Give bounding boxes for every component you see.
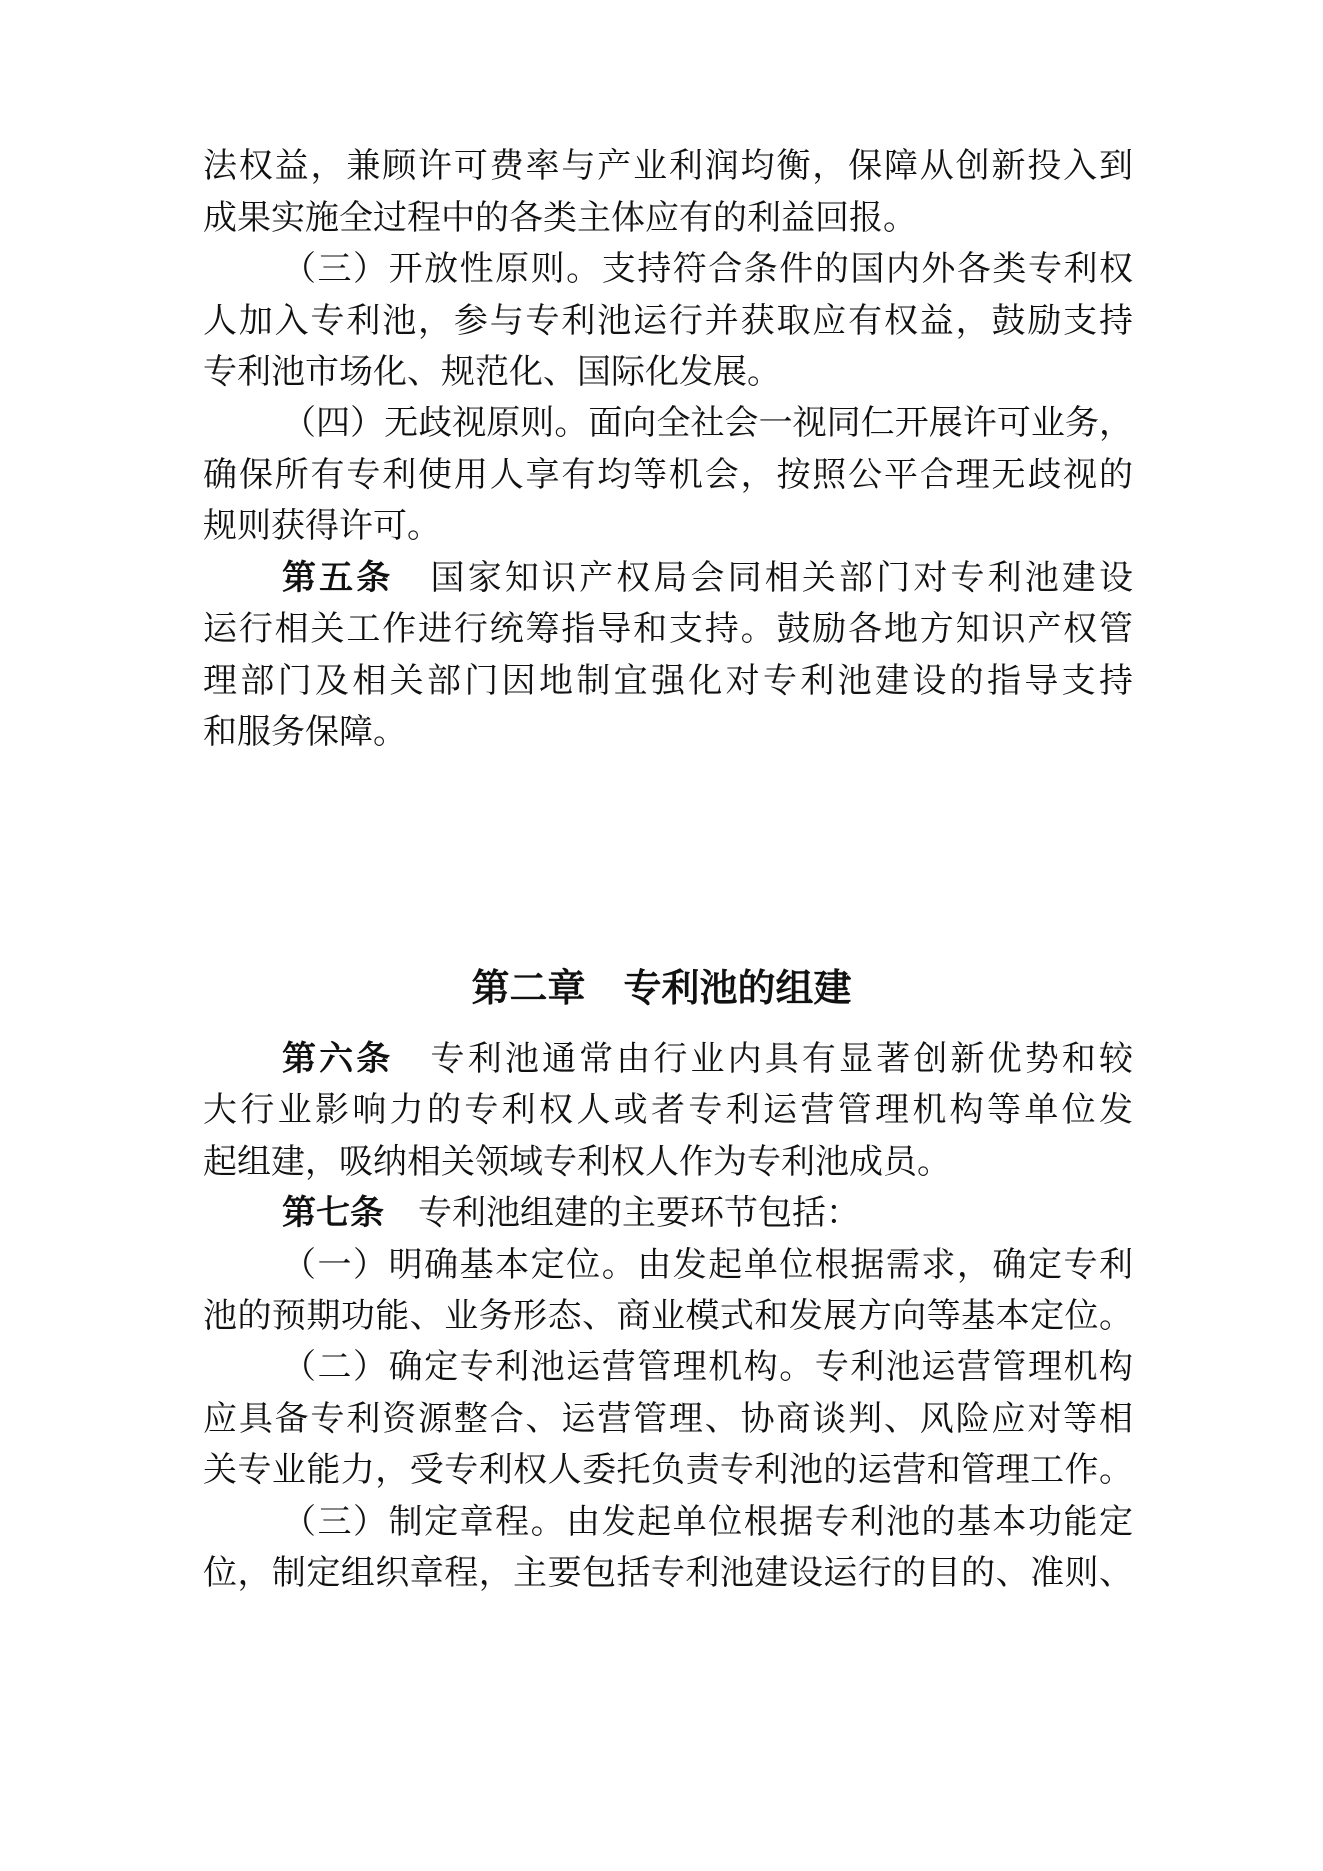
chapter-title: 专利池的组建: [623, 966, 852, 1010]
text-segment: 国家知识产权局会同相关部门对专利池建设: [427, 558, 1134, 598]
article-label: 第七条: [282, 1193, 384, 1233]
text-line: 法权益，兼顾许可费率与产业利润均衡，保障从创新投入到: [203, 146, 1133, 186]
chapter-number: 第二章: [471, 966, 586, 1010]
article-label: 第五条: [282, 558, 394, 598]
text-line: 成果实施全过程中的各类主体应有的利益回报。: [203, 198, 917, 238]
text-segment: 专利池组建的主要环节包括：: [418, 1193, 860, 1233]
text-line: 规则获得许可。: [203, 506, 441, 546]
text-line: （三）开放性原则。支持符合条件的国内外各类专利权: [282, 249, 1133, 289]
article-7-first-line: [282, 1183, 1133, 1243]
text-line: 关专业能力，受专利权人委托负责专利池的运营和管理工作。: [203, 1450, 1133, 1490]
text-segment: 专利池通常由行业内具有显著创新优势和较: [427, 1039, 1134, 1079]
text-line: （四）无歧视原则。面向全社会一视同仁开展许可业务，: [282, 403, 1133, 443]
text-line: 起组建，吸纳相关领域专利权人作为专利池成员。: [203, 1142, 951, 1182]
text-line: 专利池市场化、规范化、国际化发展。: [203, 352, 781, 392]
article-label: 第六条: [282, 1039, 394, 1079]
text-line: 池的预期功能、业务形态、商业模式和发展方向等基本定位。: [203, 1296, 1133, 1336]
text-line: 位，制定组织章程，主要包括专利池建设运行的目的、准则、: [203, 1553, 1133, 1593]
text-line: 大行业影响力的专利权人或者专利运营管理机构等单位发: [203, 1090, 1133, 1130]
text-line: （一）明确基本定位。由发起单位根据需求，确定专利: [282, 1245, 1133, 1285]
text-line: 和服务保障。: [203, 712, 407, 752]
text-line: 运行相关工作进行统筹指导和支持。鼓励各地方知识产权管: [203, 609, 1133, 649]
text-line: 理部门及相关部门因地制宜强化对专利池建设的指导支持: [203, 661, 1133, 701]
text-line: （二）确定专利池运营管理机构。专利池运营管理机构: [282, 1347, 1133, 1387]
text-line: 确保所有专利使用人享有均等机会，按照公平合理无歧视的: [203, 455, 1133, 495]
text-line: 人加入专利池，参与专利池运行并获取应有权益，鼓励支持: [203, 301, 1133, 341]
text-line: 应具备专利资源整合、运营管理、协商谈判、风险应对等相: [203, 1399, 1133, 1439]
chapter-heading: [0, 955, 1323, 1021]
text-line: （三）制定章程。由发起单位根据专利池的基本功能定: [282, 1502, 1133, 1542]
